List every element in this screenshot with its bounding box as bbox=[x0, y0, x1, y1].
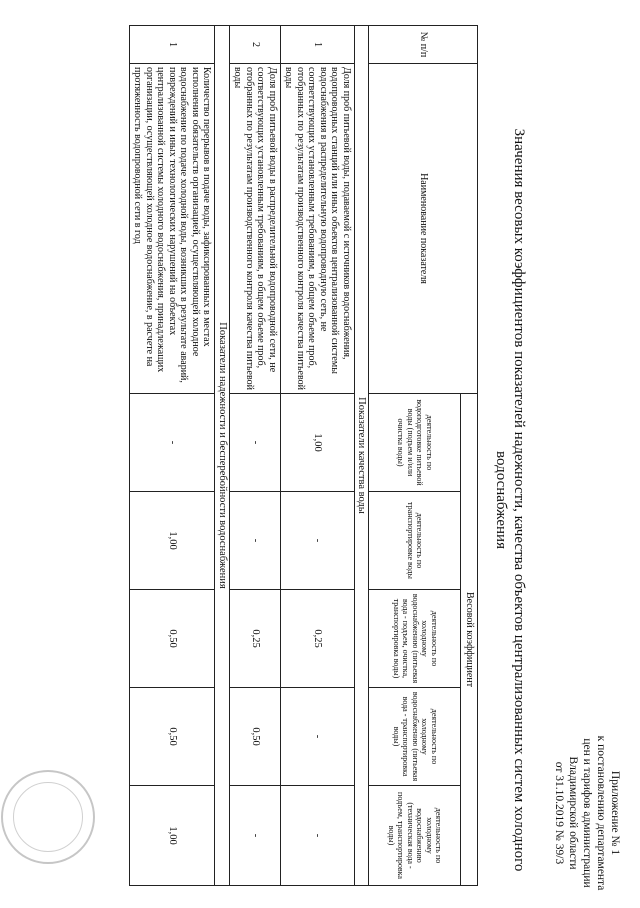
header-col1: деятельность по водоподготовке питьевой воды (подъем и/или очистка воды) bbox=[369, 394, 461, 492]
row-value: - bbox=[130, 394, 216, 492]
header-col3: деятельность по холодному водоснабжению (питьевая вода - подъем, очистка, транспортировка воды) bbox=[369, 590, 461, 688]
row-value: - bbox=[230, 492, 281, 590]
row-value: 0,50 bbox=[130, 688, 216, 786]
header-col5: деятельность по холодному водоснабжению (техническая вода - подъем, транспортировка воды) bbox=[369, 786, 461, 886]
section-title: Показатели надежности и бесперебойности водоснабжения bbox=[215, 26, 230, 886]
appendix-line: Приложение № 1 bbox=[609, 770, 621, 856]
row-value: - bbox=[281, 492, 355, 590]
appendix-line: Владимирской области bbox=[567, 756, 579, 870]
row-value: 0,25 bbox=[230, 590, 281, 688]
section-title: Показатели качества воды bbox=[355, 26, 370, 886]
row-value: 0,25 bbox=[281, 590, 355, 688]
header-name: Наименование показателя bbox=[369, 64, 478, 394]
row-num: 1 bbox=[281, 26, 355, 64]
header-col2: деятельность по транспортировке воды bbox=[369, 492, 461, 590]
row-value: 0,50 bbox=[230, 688, 281, 786]
row-name: Количество перерывов в подаче воды, зафиксированных в местах исполнения обязательств организацией, осуществляющей холодное водоснабжение по подаче холодной воды, возникших в результате аварий, повреждений и иных технологических нарушений на объектах централизованной системы холодного водоснабжения, принадлежащих организации, осуществляющей холодное водоснабжение, в расчете на протяженность водопроводной сети в год bbox=[130, 64, 216, 394]
header-group: Весовой коэффициент bbox=[461, 394, 478, 886]
row-value: - bbox=[230, 394, 281, 492]
coefficients-table bbox=[129, 25, 478, 886]
appendix-line: от 31.10.2019 № 39/3 bbox=[553, 761, 565, 865]
appendix-header bbox=[552, 718, 622, 908]
header-col4: деятельность по холодному водоснабжению (питьевая вода - транспортировка воды) bbox=[369, 688, 461, 786]
table-row bbox=[130, 26, 216, 886]
row-value: 1,00 bbox=[130, 786, 216, 886]
row-value: - bbox=[281, 786, 355, 886]
table-row bbox=[230, 26, 281, 886]
row-name: Доля проб питьевой воды в распределительной водопроводной сети, не соответствующих установленным требованиям, в общем объеме проб, отобранных по результатам производственного контроля качества питьевой воды bbox=[230, 64, 281, 394]
appendix-line: цен и тарифов администрации bbox=[581, 738, 593, 888]
table-row bbox=[281, 26, 355, 886]
row-value: 1,00 bbox=[130, 492, 216, 590]
row-num: 1 bbox=[130, 26, 216, 64]
row-value: - bbox=[281, 688, 355, 786]
row-value: 1,00 bbox=[281, 394, 355, 492]
row-value: 0,50 bbox=[130, 590, 216, 688]
official-stamp bbox=[1, 770, 95, 864]
row-num: 2 bbox=[230, 26, 281, 64]
appendix-line: к постановлению департамента bbox=[595, 735, 607, 891]
document-title: Значения весовых коэффициентов показателей надежности, качества объектов централизованных систем холодного водоснабжения bbox=[493, 128, 527, 872]
header-num: № п/п bbox=[369, 26, 478, 64]
row-name: Доля проб питьевой воды, подаваемой с источников водоснабжения, водопроводных станций или иных объектов централизованной системы водоснабжения в распределительную водопроводную сеть, не соответствующих установленным требованиям, в общем объеме проб, отобранных по результатам производственного контроля качества питьевой воды bbox=[281, 64, 355, 394]
row-value: - bbox=[230, 786, 281, 886]
